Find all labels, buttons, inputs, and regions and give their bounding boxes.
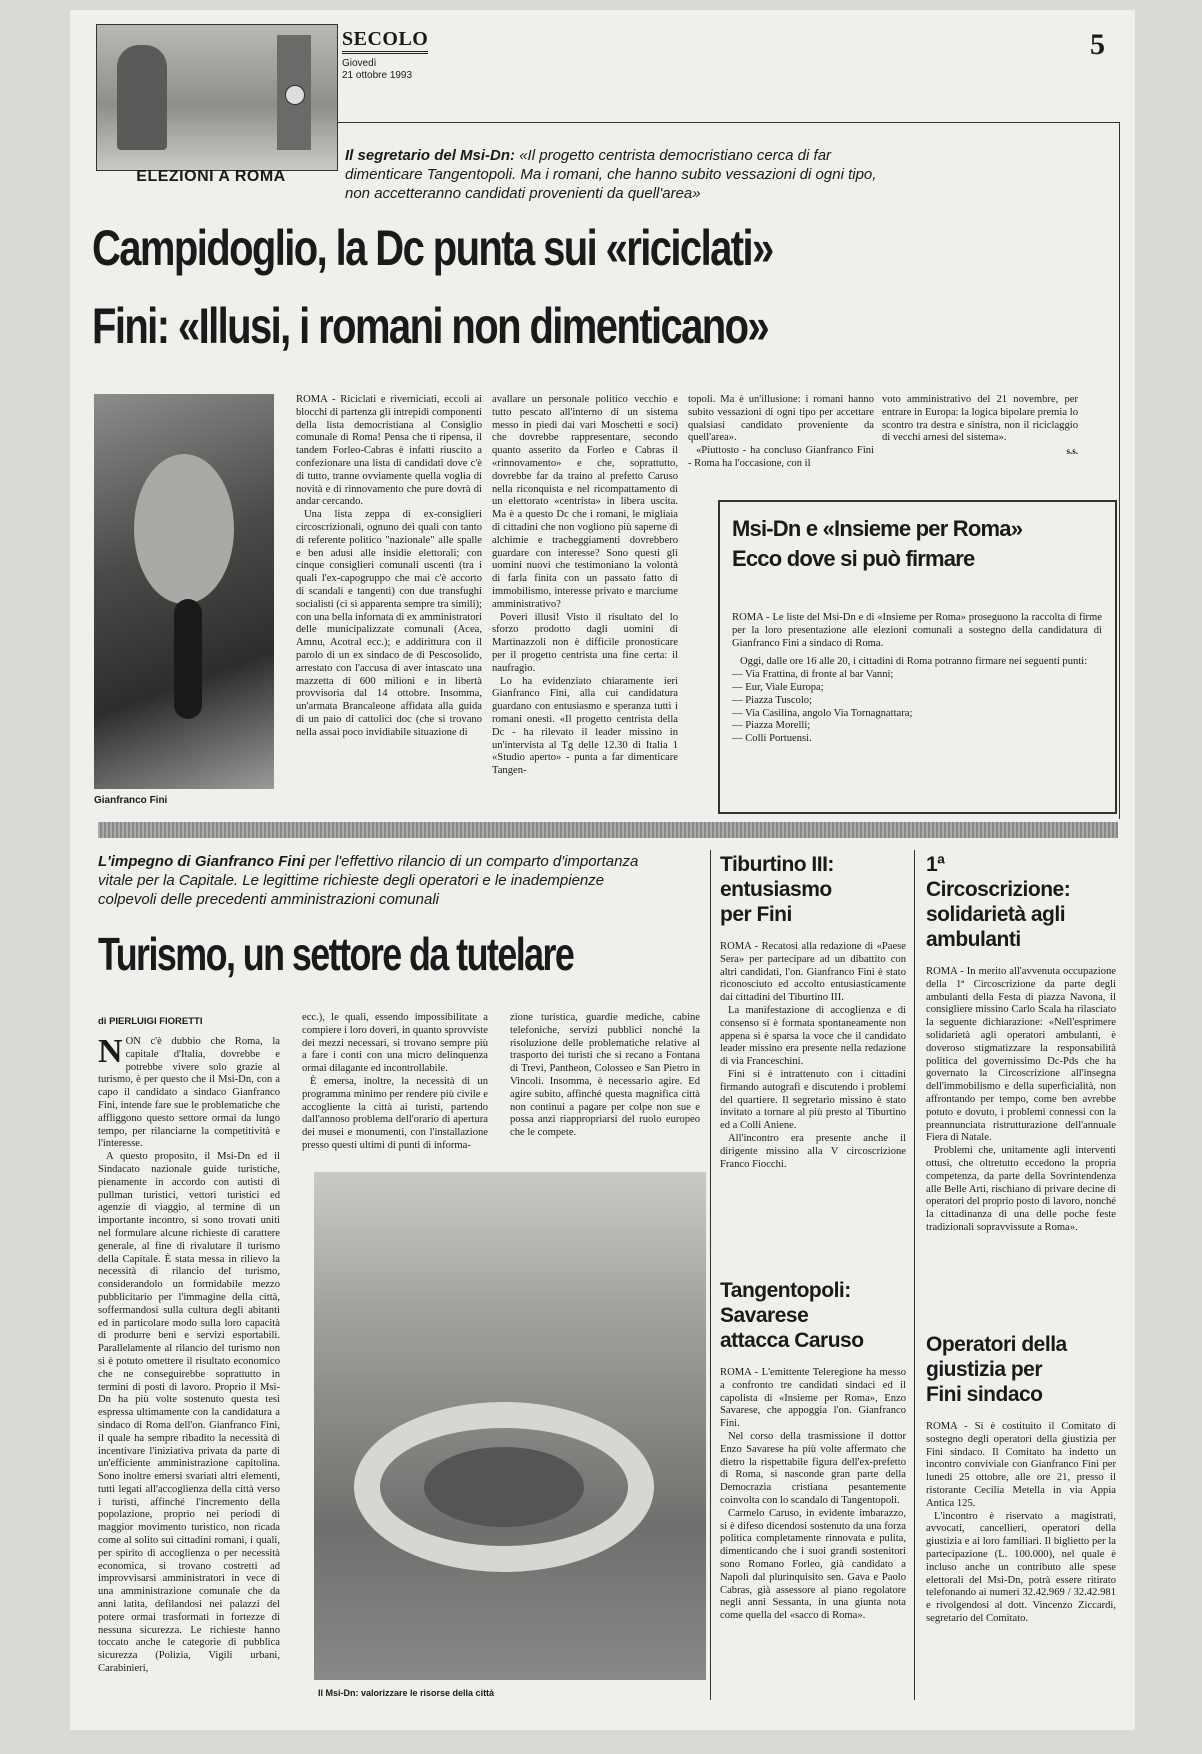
lead-signature: s.s.	[1066, 446, 1078, 457]
tourism-subtitle	[98, 852, 658, 909]
statue-silhouette	[117, 45, 167, 150]
tangentopoli-p2: Nel corso della trasmissione il dottor Enzo Savarese ha più volte affermato che dietro la rispettabile figura dell'ex-prefetto di Roma, si nasconde gran parte della Democrazia cristiana pesantemente coinvolta con lo scandalo di Tangentopoli.	[720, 1430, 906, 1506]
tourism-col-2	[302, 1012, 488, 1153]
microphone	[174, 599, 202, 719]
tangentopoli-article	[720, 1278, 906, 1623]
tourism-byline: di PIERLUIGI FIORETTI	[98, 1016, 203, 1027]
tiburtino-p2: La manifestazione di accoglienza e di consenso si è formata spontaneamente non appena si è sparsa la voce che il candidato leader missino era presente nella redazione di via Franceschini.	[720, 1004, 906, 1068]
lead-col-1	[296, 394, 482, 740]
tangentopoli-title: Tangentopoli: Savarese attacca Caruso	[720, 1279, 864, 1352]
sign-box-places	[732, 669, 1102, 746]
lead-col-1-p2: Una lista zeppa di ex-consiglieri circoscrizionali, ognuno dei quali con tanto di referente politico "nazionale" alle spalle e ben adusi alle insidie elettorali; con cinque consiglieri comunali uscenti (tra i quali l'ex-capogruppo che mai c'è accorto di scandali e tangenti) con due transfughi socialisti (ci si apparenta sempre tra simili); con una bella infornata di ex amministratori delle municipalizzate comunali (Acea, Amnu, Acotral ecc.); e addirittura con il parolo di un ex sindaco de di Pescosolido, arrestato con l'accusa di aver intascato una mazzetta di 600 milioni e in libertà provvisoria dal 14 ottobre. Insomma, un'armata Brancaleone affidata alla guida di un paio di cattolici doc (che si trovano nella assai poco invidiabile situazione di	[296, 509, 482, 738]
lead-col-3	[688, 394, 874, 471]
tourism-col-1-p2: A questo proposito, il Msi-Dn ed il Sindacato nazionale guide turistiche, pienamente in accordo con autisti di pullman turistici, vettori turistici ed agenzie di viaggio, al termine di un importante incontro, si sono trovati uniti nel formulare alcune richieste di carattere generale, al fine di rivalutare il turismo della Capitale. È stata messa in rilievo la necessità di rilancio del turismo, considerandolo un formidabile mezzo pubblicitario per l'immagine della città, soffermandosi sulla cultura degli abitanti ed in particolare modo sulla loro capacità di produrre beni e servizi esportabili. Parallelamente al rilancio del turismo non si è potuto omettere il risultato economico che ne conseguirebbe soprattutto in termini di posti di lavoro. Proprio il Msi-Dn ha più volte sostenuto questa tesi espressa ultimamente con la candidatura a sindaco di Roma dell'on. Gianfranco Fini, il quale ha sempre ribadito la necessità di incentivare l'iniziativa privata da parte di un'efficiente amministrazione capitolina. Sono inoltre emersi svariati altri elementi, tutti legati all'accoglienza della città verso i turisti, affinché l'incremento della popolazione, proprio nei periodi di maggior movimento turistico, non ricada come al solito sui cittadini romani, i quali, per spirito di accoglienza o per necessità economica, si trovano costretti ad improvvisarsi amministratori in vece di una amministrazione comunale che da anni latita, defilandosi nei palazzi del potere ormai trasformati in fortezze di nessuna sicurezza. Le richieste hanno toccato anche le categorie di pubblica sicurezza (Polizia, Vigili urbani, Carabinieri,	[98, 1151, 280, 1675]
tourism-headline: Turismo, un settore da tutelare	[98, 928, 574, 980]
fini-photo	[94, 394, 274, 789]
tangentopoli-p1: ROMA - L'emittente Teleregione ha messo a confronto tre candidati sindaci ed il capolista di «Insieme per Roma», Enzo Savarese, che appoggia l'on. Gianfranco Fini.	[720, 1367, 906, 1430]
tiburtino-body	[720, 941, 906, 1171]
sign-box-intro: ROMA - Le liste del Msi-Dn e di «Insieme per Roma» proseguono la raccolta di firme per la loro presentazione alle elezioni comunali a sostegno della candidatura di Gianfranco Fini a sindaco di Roma.	[732, 612, 1102, 649]
operatori-p1: ROMA - Si è costituito il Comitato di sostegno degli operatori della giustizia per Fini sindaco. Il Comitato ha indetto un incontro conviviale con Gianfranco Fini per lunedì 25 ottobre, alle ore 21, presso il ristorante Cecilia Metella in via Appia Antica 125.	[926, 1421, 1116, 1509]
tourism-subtitle-text: per l'effettivo rilancio di un comparto d'importanza vitale per la Capitale. Le legittime richieste degli operatori e le inadempienze colpevoli delle precedenti amministrazioni comunali	[98, 853, 639, 908]
tangentopoli-p3: Carmelo Caruso, in evidente imbarazzo, si è difeso dicendosi sostenuto da una forza politica completamente rinnovata e pulita, dimenticando che i suoi grandi sostenitori sono Romano Forleo, già candidato a Napoli dal plurinquisito sen. Gava e Paolo Cabras, già assessore al piano regolatore negli anni Sessanta, in una giunta nota come quella del «sacco di Roma».	[720, 1507, 906, 1622]
lead-col-2-p3: Lo ha evidenziato chiaramente ieri Gianfranco Fini, alla cui candidatura guardano con entusiasmo e speranza tutti i romani onesti. «Il progetto centrista della Dc - ha rilevato il leader missino in un'intervista al Tg delle 12.30 di Italia 1 «Studio aperto» - punta a far dimenticare Tangen-	[492, 675, 678, 777]
masthead-date: 21 ottobre 1993	[342, 70, 413, 81]
tiburtino-p4: All'incontro era presente anche il dirigente missino alla V circoscrizione Franco Fiocchi.	[720, 1132, 906, 1170]
tourism-col-3	[510, 1012, 700, 1140]
tiburtino-p1: ROMA - Recatosi alla redazione di «Paese Sera» per partecipare ad un dibattito con altri candidati, l'on. Gianfranco Fini è stato riconosciuto ed accolto entusiasticamente dai cittadini del Tiburtino III.	[720, 941, 906, 1004]
colosseum-photo	[314, 1172, 706, 1680]
face-shape	[134, 454, 234, 604]
circoscrizione-article	[926, 852, 1116, 1235]
lead-col-2-p1: avallare un personale politico vecchio e tutto pescato all'interno di un sistema messo in piedi dai vari Moschetti e soci) che dovrebbe rappresentare, secondo quanto asserito da Forleo e Cabras il «rinnovamento» e che, soprattutto, dovrebbe far da traino al prefetto Caruso nella riconquista e nel ricompattamento di un elettorato «centrista» in libera uscita. Ma è a questo Dc che i romani, le migliaia di cittadini che non vogliono più saperne di alchimie e tracheggiamenti dovrebbero guardare con interesse? Sono questi gli uomini nuovi che testimoniano la volontà di farla finita con un passato fatto di immobilismo, interesse privato e marciume amministrativo?	[492, 394, 678, 610]
circoscrizione-title: 1ª Circoscrizione: solidarietà agli ambulanti	[926, 853, 1071, 951]
sign-box-intro-2: Oggi, dalle ore 16 alle 20, i cittadini di Roma potranno firmare nei seguenti punti:	[740, 656, 1088, 668]
tiburtino-title: Tiburtino III: entusiasmo per Fini	[720, 853, 834, 926]
lead-col-2-p2: Poveri illusi! Visto il risultato del lo sforzo prodotto dagli uomini di Martinazzoli non è difficile pronosticare per il progetto centrista una fine certa: il naufragio.	[492, 611, 678, 674]
lead-headline-2: Fini: «Illusi, i romani non dimenticano»	[92, 298, 769, 354]
lead-col-4-p1: voto amministrativo del 21 novembre, per entrare in Europa: la logica bipolare premia lo scontro tra destra e sinistra, non il riciclaggio di vecchi arnesi del sistema».	[882, 394, 1078, 444]
colosseum-arena	[424, 1447, 584, 1527]
sign-place: — Colli Portuensi.	[732, 733, 812, 745]
lead-subtitle	[345, 146, 885, 203]
column-rule	[914, 850, 915, 1700]
operatori-title: Operatori della giustizia per Fini sindaco	[926, 1333, 1067, 1406]
lead-col-1-p1: ROMA - Riciclati e riverniciati, eccoli ai blocchi di partenza gli intrepidi componenti della lista democristiana al Consiglio comunale di Roma! Pensa che ti ripensa, il tandem Forleo-Cabras è infatti riuscito a confezionare una lista di candidati dove c'è di tutto, tranne ovviamente quella voglia di novità e di rinnovamento che pure dovrà di andar cercando.	[296, 394, 482, 508]
masthead: SECOLO	[342, 28, 428, 54]
clock-icon	[285, 85, 305, 105]
fini-photo-caption: Gianfranco Fini	[94, 795, 168, 806]
operatori-article	[926, 1332, 1116, 1626]
tourism-col-2-p2: È emersa, inoltre, la necessità di un programma minimo per rendere più civile e accogliente la città ai turisti, partendo dall'annoso problema dell'orario di apertura dei musei e monumenti, con l'installazione presso questi ultimi di punti di informa-	[302, 1075, 488, 1151]
circoscrizione-p1: ROMA - In merito all'avvenuta occupazione della 1ª Circoscrizione da parte degli ambulanti della Festa di piazza Navona, il consigliere missino Carlo Scala ha rilasciato la seguente dichiarazione: «Nell'esprimere solidarietà agli operatori ambulanti, è doveroso stigmatizzare la responsabilità politica del governissimo Dc-Pds che ha governato la Circoscrizione all'insegna dell'immobilismo e della superficialità, non affrontando per tempo, come ben avrebbe potuto e dovuto, i problemi connessi con la preannunciata ristrutturazione dell'annuale Fiera di Natale.	[926, 966, 1116, 1144]
lead-col-2	[492, 394, 678, 778]
lead-col-3-p1: topoli. Ma è un'illusione: i romani hanno subito vessazioni di ogni tipo per accettare qualsiasi candidato proveniente da quell'area».	[688, 394, 874, 444]
sign-box	[718, 500, 1117, 814]
lead-subtitle-text: «Il progetto centrista democristiano cerca di far dimenticare Tangentopoli. Ma i romani, che hanno subito vessazioni di ogni tipo, non accetteranno candidati provenienti da quell'area»	[345, 147, 877, 202]
dropcap: N	[98, 1033, 123, 1070]
tourism-col-1	[98, 1033, 280, 1676]
tiburtino-article	[720, 852, 906, 1171]
tourism-col-3-p1: zione turistica, guardie mediche, cabine telefoniche, servizi pubblici nonché la risoluzione delle problematiche relative al trasporto dei turisti che si recano a Fontana di Trevi, Pantheon, Colosseo e San Pietro in Vincoli. Insomma, è necessario agire. Ed agire subito, affinché questa magnifica città non continui a pagare per colpe non sue e possa anzi riappropriarsi del ruolo europeo che le compete.	[510, 1012, 700, 1139]
section-divider	[98, 822, 1118, 838]
sign-box-body	[732, 612, 1102, 746]
column-rule	[710, 850, 711, 1700]
circoscrizione-body	[926, 966, 1116, 1235]
sign-place: — Via Frattina, di fronte al bar Vanni;	[732, 669, 894, 681]
sign-box-title-2: Ecco dove si può firmare	[732, 546, 975, 571]
masthead-day: Giovedì	[342, 58, 377, 69]
section-tag: ELEZIONI A ROMA	[136, 168, 286, 185]
tourism-col-1-p1	[98, 1033, 280, 1151]
tourism-col-2-p1: ecc.), le quali, essendo impossibilitate a compiere i loro doveri, in quanto sprovviste dei mezzi necessari, si trovano sempre più a fare i conti con una micro delinquenza ormai dilagante ed incontrollabile.	[302, 1012, 488, 1075]
page-number: 5	[1090, 28, 1105, 61]
tourism-col-1-text: ON c'è dubbio che Roma, la capitale d'Italia, dovrebbe e potrebbe vivere solo grazie al turismo, è per questo che il Msi-Dn, con a capo il candidato a sindaco Gianfranco Fini, intende fare sue le problematiche che affliggono questo settore ormai da lungo tempo, per rilanciarne la competitività e l'interesse.	[98, 1036, 280, 1150]
lead-col-3-p2: «Piuttosto - ha concluso Gianfranco Fini - Roma ha l'occasione, con il	[688, 445, 874, 469]
sign-place: — Piazza Tuscolo;	[732, 694, 813, 706]
sign-place: — Via Casilina, angolo Via Tornagnattara;	[732, 707, 913, 719]
tiburtino-p3: Fini si è intrattenuto con i cittadini firmando autografi e discutendo i problemi del quartiere. Il segretario missino è stato invitato a tornare al più presto al Tiburtino ed a Colli Aniene.	[720, 1068, 906, 1132]
sign-box-title-1: Msi-Dn e «Insieme per Roma»	[732, 516, 1023, 541]
header-photo	[96, 24, 338, 171]
operatori-body	[926, 1421, 1116, 1626]
operatori-p2: L'incontro è riservato a magistrati, avvocati, cancellieri, operatori della giustizia e ai loro familiari. Il biglietto per la partecipazione (L. 100.000), nel quale è incluso anche un contributo alle spese elettorali del Msi-Dn, potrà essere ritirato telefonando ai numeri 32.42.969 / 32.42.981 e rivolgendosi al dott. Vincenzo Ziccardi, segretario del Comitato.	[926, 1510, 1116, 1624]
circoscrizione-p2: Problemi che, unitamente agli interventi ottusi, che oltretutto eccedono la propria competenza, da parte della Sovrintendenza alle Belle Arti, rischiano di privare decine di operatori del proprio posto di lavoro, nonché la cittadinanza di una delle poche feste tradizionali sopravvissute a Roma».	[926, 1145, 1116, 1233]
sign-place: — Piazza Morelli;	[732, 720, 811, 732]
sign-place: — Eur, Viale Europa;	[732, 681, 824, 693]
tourism-subtitle-bold: L'impegno di Gianfranco Fini	[98, 853, 305, 870]
lead-col-4	[882, 394, 1078, 458]
lead-subtitle-bold: Il segretario del Msi-Dn:	[345, 147, 516, 164]
tangentopoli-body	[720, 1367, 906, 1623]
colosseum-photo-caption: Il Msi-Dn: valorizzare le risorse della città	[318, 1688, 495, 1698]
lead-headline-1: Campidoglio, la Dc punta sui «riciclati»	[92, 220, 773, 276]
newspaper-page	[70, 10, 1135, 1730]
